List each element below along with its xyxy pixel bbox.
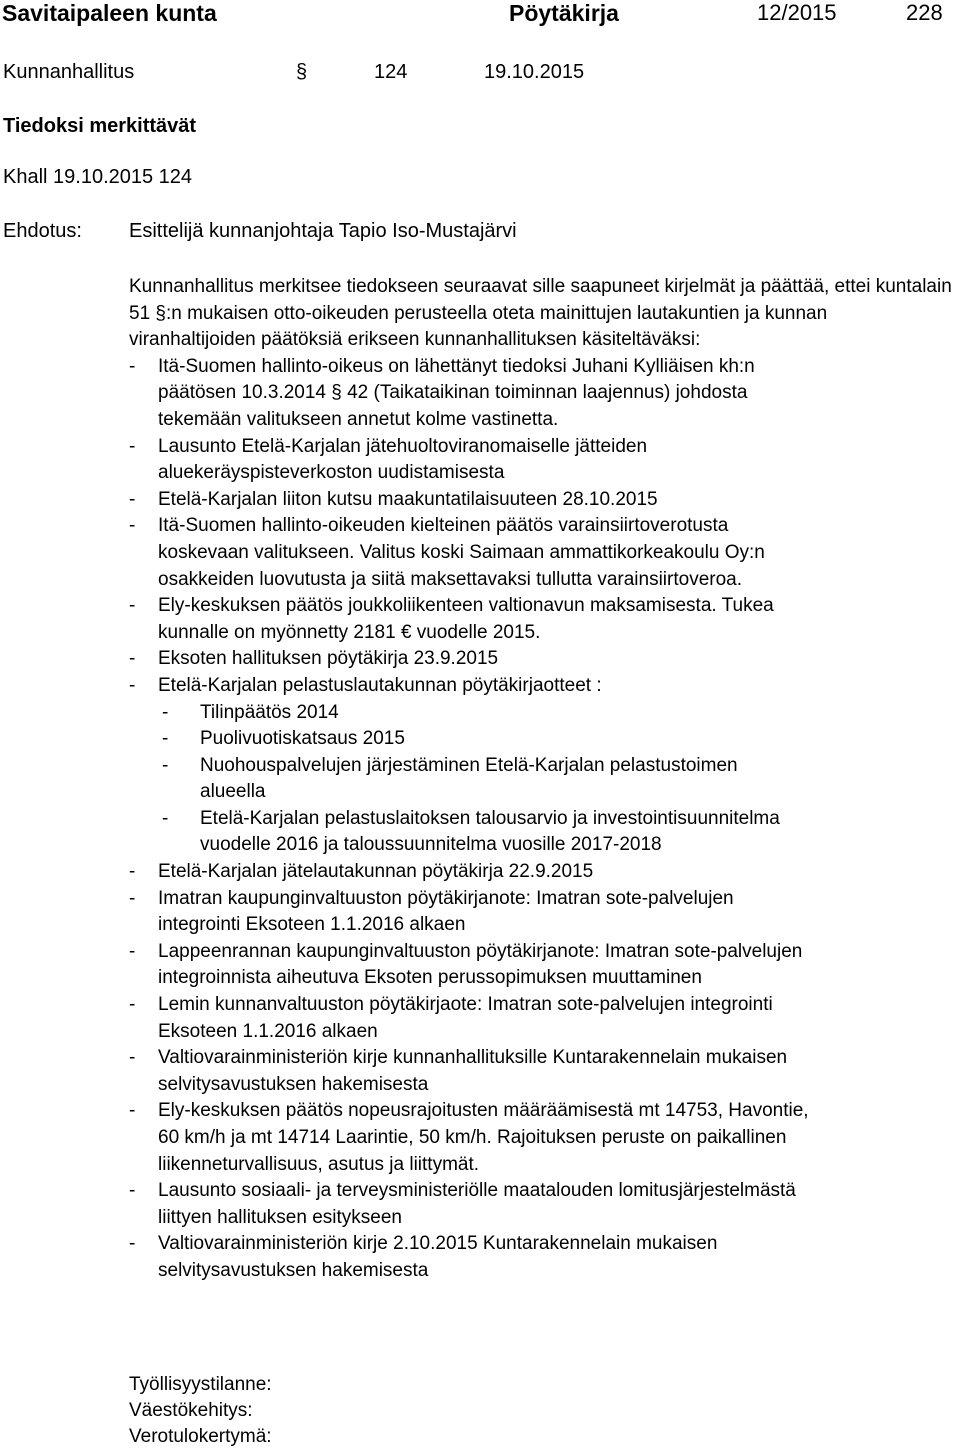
- rescue-documents-list: [129, 700, 954, 860]
- subject-title: Tiedoksi merkittävät: [3, 115, 197, 137]
- page-number: 228: [906, 0, 943, 25]
- list-item: [129, 1178, 954, 1231]
- notice-list-continued: [129, 859, 954, 1285]
- list-item-line: Imatran kaupunginvaltuuston pöytäkirjanote: Imatran sote-palvelujen: [158, 887, 734, 909]
- list-item-line: integrointi Eksoteen 1.1.2016 alkaen: [158, 914, 466, 936]
- list-item: [129, 434, 954, 487]
- list-item-line: vuodelle 2016 ja taloussuunnitelma vuosille 2017-2018: [200, 834, 662, 856]
- list-item: [129, 859, 954, 886]
- list-item-line: Etelä-Karjalan pelastuslautakunnan pöytäkirjaotteet :: [158, 674, 602, 696]
- list-item-line: Itä-Suomen hallinto-oikeus on lähettänyt tiedoksi Juhani Kylliäisen kh:n: [158, 355, 755, 377]
- document-number: 12/2015: [757, 0, 837, 25]
- list-item: [129, 886, 954, 939]
- list-item-line: Tilinpäätös 2014: [200, 701, 339, 723]
- list-item-line: koskevaan valitukseen. Valitus koski Saimaan ammattikorkeakoulu Oy:n: [158, 541, 765, 563]
- list-item-line: integroinnista aiheutuva Eksoten perussopimuksen muuttaminen: [158, 967, 702, 989]
- bullet-dash: -: [129, 435, 136, 457]
- list-item-line: Lausunto sosiaali- ja terveysministeriölle maatalouden lomitusjärjestelmästä: [158, 1180, 796, 1202]
- bullet-dash: -: [162, 807, 169, 829]
- list-item-line: Ely-keskuksen päätös nopeusrajoitusten määräämisestä mt 14753, Havontie,: [158, 1100, 809, 1122]
- section-icon: §: [296, 61, 308, 83]
- meeting-body: Kunnanhallitus: [3, 61, 135, 83]
- list-item-line: Etelä-Karjalan jätelautakunnan pöytäkirja 22.9.2015: [158, 861, 594, 883]
- list-item-line: Etelä-Karjalan pelastuslaitoksen talousarvio ja investointisuunnitelma: [200, 807, 780, 829]
- list-item-line: Eksoteen 1.1.2016 alkaen: [158, 1020, 378, 1042]
- list-item-line: Valtiovarainministeriön kirje kunnanhallituksille Kuntarakennelain mukaisen: [158, 1047, 788, 1069]
- document-type: Pöytäkirja: [509, 0, 619, 26]
- list-item: [129, 1045, 954, 1098]
- list-item: [129, 673, 954, 700]
- population-label: Väestökehitys:: [129, 1400, 253, 1421]
- list-item-line: Puolivuotiskatsaus 2015: [200, 728, 405, 750]
- list-item-line: Nuohouspalvelujen järjestäminen Etelä-Karjalan pelastustoimen: [200, 754, 738, 776]
- list-item: [129, 753, 954, 806]
- tax-revenue-label: Verotulokertymä:: [129, 1426, 272, 1447]
- list-item: [129, 939, 954, 992]
- body-text: [129, 274, 954, 1285]
- list-item-line: Lausunto Etelä-Karjalan jätehuoltoviranomaiselle jätteiden: [158, 435, 648, 457]
- list-item: [129, 487, 954, 514]
- list-item-line: Lemin kunnanvaltuuston pöytäkirjaote: Imatran sote-palvelujen integrointi: [158, 994, 773, 1016]
- bullet-dash: -: [162, 701, 169, 723]
- khall-reference: Khall 19.10.2015 124: [3, 166, 193, 188]
- bullet-dash: -: [129, 887, 136, 909]
- list-item: [129, 593, 954, 646]
- municipality-name: Savitaipaleen kunta: [2, 0, 217, 26]
- list-item: [129, 806, 954, 859]
- list-item-line: selvitysavustuksen hakemisesta: [158, 1073, 429, 1095]
- bullet-dash: -: [129, 355, 136, 377]
- bullet-dash: -: [129, 940, 136, 962]
- presenter: Esittelijä kunnanjohtaja Tapio Iso-Mustajärvi: [129, 220, 517, 242]
- meeting-date: 19.10.2015: [484, 61, 585, 83]
- bullet-dash: -: [129, 1047, 136, 1069]
- bullet-dash: -: [129, 674, 136, 696]
- list-item: [129, 726, 954, 753]
- list-item-line: osakkeiden luovutusta ja siitä maksettavaksi tullutta varainsiirtoveroa.: [158, 568, 743, 590]
- list-item: [129, 1231, 954, 1284]
- list-item-line: liikenneturvallisuus, asutus ja liittymät.: [158, 1153, 480, 1175]
- list-item-line: kunnalle on myönnetty 2181 € vuodelle 2015.: [158, 621, 541, 643]
- list-item-line: Lappeenrannan kaupunginvaltuuston pöytäkirjanote: Imatran sote-palvelujen: [158, 940, 803, 962]
- list-item-line: selvitysavustuksen hakemisesta: [158, 1259, 429, 1281]
- bullet-dash: -: [162, 754, 169, 776]
- list-item-line: Eksoten hallituksen pöytäkirja 23.9.2015: [158, 648, 499, 670]
- list-item: [129, 513, 954, 593]
- list-item-line: Etelä-Karjalan liiton kutsu maakuntatilaisuuteen 28.10.2015: [158, 488, 658, 510]
- bullet-dash: -: [129, 1100, 136, 1122]
- bullet-dash: -: [129, 515, 136, 537]
- bullet-dash: -: [129, 1233, 136, 1255]
- list-item: [129, 354, 954, 434]
- section-number: 124: [374, 61, 408, 83]
- bullet-dash: -: [129, 994, 136, 1016]
- list-item-line: tekemään valitukseen annetut kolme vastinetta.: [158, 408, 559, 430]
- list-item-line: liittyen hallituksen esitykseen: [158, 1206, 402, 1228]
- list-item-line: Itä-Suomen hallinto-oikeuden kielteinen päätös varainsiirtoverotusta: [158, 515, 729, 537]
- bullet-dash: -: [129, 861, 136, 883]
- list-item-line: aluekeräyspisteverkoston uudistamisesta: [158, 462, 505, 484]
- list-item-line: 60 km/h ja mt 14714 Laarintie, 50 km/h. Rajoituksen peruste on paikallinen: [158, 1127, 787, 1148]
- list-item-line: Valtiovarainministeriön kirje 2.10.2015 Kuntarakennelain mukaisen: [158, 1233, 718, 1255]
- bullet-dash: -: [162, 728, 169, 750]
- list-item: [129, 1098, 954, 1178]
- list-item-line: päätösen 10.3.2014 § 42 (Taikataikinan toiminnan laajennus) johdosta: [158, 382, 748, 404]
- list-item-line: Ely-keskuksen päätös joukkoliikenteen valtionavun maksamisesta. Tukea: [158, 595, 774, 617]
- bullet-dash: -: [129, 595, 136, 617]
- bullet-dash: -: [129, 648, 136, 670]
- bullet-dash: -: [129, 488, 136, 510]
- bullet-dash: -: [129, 1180, 136, 1202]
- intro-paragraph: Kunnanhallitus merkitsee tiedokseen seuraavat sille saapuneet kirjelmät ja päättää, ettei kuntalain 51 §:n mukaisen otto-oikeuden perusteella oteta mainittujen lautakuntien ja kunnan viranhaltijoiden päätöksiä erikseen kunnanhallituksen käsiteltäväksi:: [129, 276, 952, 351]
- list-item: [129, 992, 954, 1045]
- list-item-line: alueella: [200, 781, 266, 803]
- list-item: [129, 646, 954, 673]
- list-item: [129, 700, 954, 727]
- employment-label: Työllisyystilanne:: [129, 1374, 272, 1395]
- notice-list: [129, 354, 954, 700]
- proposal-label: Ehdotus:: [3, 220, 82, 242]
